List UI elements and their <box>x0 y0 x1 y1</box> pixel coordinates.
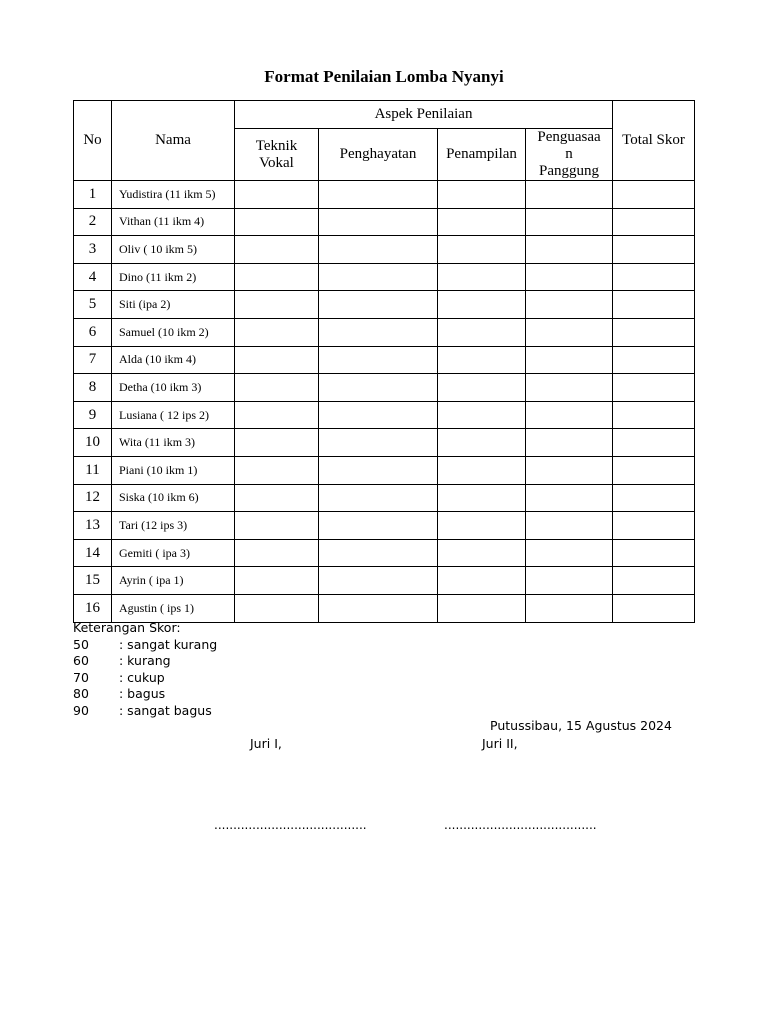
participant-name: Vithan (11 ikm 4) <box>112 208 235 236</box>
score-cell-penghayatan[interactable] <box>319 456 438 484</box>
legend-label: : sangat bagus <box>119 702 212 718</box>
legend-label: : sangat kurang <box>119 636 218 652</box>
participant-name: Piani (10 ikm 1) <box>112 456 235 484</box>
score-cell-penampilan[interactable] <box>438 236 526 264</box>
score-cell-penghayatan[interactable] <box>319 512 438 540</box>
header-penguasaan-panggung: Penguasaa n Panggung <box>526 129 613 181</box>
score-cell-penguasaan-panggung[interactable] <box>526 456 613 484</box>
score-cell-teknik-vokal[interactable] <box>235 181 319 209</box>
score-cell-penghayatan[interactable] <box>319 594 438 622</box>
score-cell-teknik-vokal[interactable] <box>235 401 319 429</box>
score-cell-teknik-vokal[interactable] <box>235 236 319 264</box>
score-cell-penguasaan-panggung[interactable] <box>526 208 613 236</box>
score-cell-penghayatan[interactable] <box>319 374 438 402</box>
row-number: 9 <box>74 401 112 429</box>
legend-score: 50 <box>73 636 89 652</box>
participant-name: Detha (10 ikm 3) <box>112 374 235 402</box>
participant-name: Samuel (10 ikm 2) <box>112 318 235 346</box>
table-row <box>74 263 695 291</box>
legend-heading: Keterangan Skor: <box>73 620 181 635</box>
score-cell-total-skor[interactable] <box>613 374 695 402</box>
score-cell-total-skor[interactable] <box>613 456 695 484</box>
row-number: 8 <box>74 374 112 402</box>
row-number: 6 <box>74 318 112 346</box>
score-legend <box>73 620 217 719</box>
score-cell-teknik-vokal[interactable] <box>235 539 319 567</box>
score-cell-penguasaan-panggung[interactable] <box>526 236 613 264</box>
score-cell-teknik-vokal[interactable] <box>235 318 319 346</box>
table-row <box>74 567 695 595</box>
score-cell-penampilan[interactable] <box>438 567 526 595</box>
score-cell-penampilan[interactable] <box>438 346 526 374</box>
legend-score: 90 <box>73 702 89 718</box>
row-number: 13 <box>74 512 112 540</box>
table-row <box>74 512 695 540</box>
header-nama: Nama <box>112 101 235 181</box>
table-row <box>74 484 695 512</box>
row-number: 15 <box>74 567 112 595</box>
score-cell-penghayatan[interactable] <box>319 567 438 595</box>
score-cell-total-skor[interactable] <box>613 346 695 374</box>
score-cell-penampilan[interactable] <box>438 594 526 622</box>
legend-item <box>73 637 217 654</box>
table-row <box>74 236 695 264</box>
score-cell-total-skor[interactable] <box>613 236 695 264</box>
participant-name: Yudistira (11 ikm 5) <box>112 181 235 209</box>
score-cell-penguasaan-panggung[interactable] <box>526 484 613 512</box>
score-cell-penghayatan[interactable] <box>319 484 438 512</box>
score-cell-total-skor[interactable] <box>613 401 695 429</box>
table-row <box>74 594 695 622</box>
judge-2-label: Juri II, <box>482 736 518 751</box>
score-cell-teknik-vokal[interactable] <box>235 594 319 622</box>
score-cell-teknik-vokal[interactable] <box>235 291 319 319</box>
header-aspek-penilaian: Aspek Penilaian <box>235 101 613 129</box>
score-cell-total-skor[interactable] <box>613 484 695 512</box>
legend-score: 60 <box>73 653 89 668</box>
score-cell-penguasaan-panggung[interactable] <box>526 346 613 374</box>
score-cell-total-skor[interactable] <box>613 263 695 291</box>
legend-item <box>73 653 217 670</box>
score-cell-penguasaan-panggung[interactable] <box>526 429 613 457</box>
score-cell-penampilan[interactable] <box>438 484 526 512</box>
row-number: 16 <box>74 594 112 622</box>
participant-name: Alda (10 ikm 4) <box>112 346 235 374</box>
place-date: Putussibau, 15 Agustus 2024 <box>490 718 672 733</box>
score-cell-teknik-vokal[interactable] <box>235 263 319 291</box>
score-cell-penguasaan-panggung[interactable] <box>526 594 613 622</box>
legend-label: : kurang <box>119 653 171 668</box>
table-row <box>74 374 695 402</box>
table-row <box>74 208 695 236</box>
score-cell-penguasaan-panggung[interactable] <box>526 291 613 319</box>
participant-name: Tari (12 ips 3) <box>112 512 235 540</box>
table-row <box>74 318 695 346</box>
score-cell-penguasaan-panggung[interactable] <box>526 567 613 595</box>
participant-name: Lusiana ( 12 ips 2) <box>112 401 235 429</box>
header-no: No <box>74 101 112 181</box>
table-row <box>74 291 695 319</box>
score-cell-penampilan[interactable] <box>438 318 526 346</box>
score-cell-penampilan[interactable] <box>438 429 526 457</box>
row-number: 11 <box>74 456 112 484</box>
legend-label: : bagus <box>119 686 166 701</box>
score-cell-penghayatan[interactable] <box>319 318 438 346</box>
judge-1-signature-line: ........................................ <box>214 818 367 832</box>
legend-item <box>73 670 217 687</box>
score-cell-penghayatan[interactable] <box>319 236 438 264</box>
score-cell-penampilan[interactable] <box>438 374 526 402</box>
score-cell-penghayatan[interactable] <box>319 429 438 457</box>
score-cell-penguasaan-panggung[interactable] <box>526 374 613 402</box>
table-row <box>74 456 695 484</box>
score-cell-penampilan[interactable] <box>438 456 526 484</box>
row-number: 3 <box>74 236 112 264</box>
legend-item <box>73 703 217 720</box>
row-number: 14 <box>74 539 112 567</box>
score-cell-penguasaan-panggung[interactable] <box>526 318 613 346</box>
score-cell-total-skor[interactable] <box>613 181 695 209</box>
score-cell-total-skor[interactable] <box>613 208 695 236</box>
row-number: 2 <box>74 208 112 236</box>
score-cell-penghayatan[interactable] <box>319 401 438 429</box>
participant-name: Gemiti ( ipa 3) <box>112 539 235 567</box>
legend-score: 70 <box>73 669 89 685</box>
score-cell-total-skor[interactable] <box>613 539 695 567</box>
score-cell-teknik-vokal[interactable] <box>235 456 319 484</box>
header-total-skor: Total Skor <box>613 101 695 181</box>
table-row <box>74 181 695 209</box>
score-cell-teknik-vokal[interactable] <box>235 567 319 595</box>
score-cell-penguasaan-panggung[interactable] <box>526 512 613 540</box>
score-cell-teknik-vokal[interactable] <box>235 346 319 374</box>
legend-score: 80 <box>73 686 89 701</box>
score-cell-penghayatan[interactable] <box>319 291 438 319</box>
score-cell-penguasaan-panggung[interactable] <box>526 181 613 209</box>
row-number: 7 <box>74 346 112 374</box>
score-cell-penguasaan-panggung[interactable] <box>526 401 613 429</box>
participant-name: Dino (11 ikm 2) <box>112 263 235 291</box>
table-row <box>74 539 695 567</box>
score-cell-teknik-vokal[interactable] <box>235 484 319 512</box>
score-cell-penghayatan[interactable] <box>319 263 438 291</box>
judge-1-label: Juri I, <box>250 736 282 751</box>
row-number: 10 <box>74 429 112 457</box>
participant-name: Oliv ( 10 ikm 5) <box>112 236 235 264</box>
legend-item <box>73 686 217 703</box>
score-cell-total-skor[interactable] <box>613 594 695 622</box>
row-number: 5 <box>74 291 112 319</box>
legend-label: : cukup <box>119 669 165 685</box>
score-cell-total-skor[interactable] <box>613 512 695 540</box>
row-number: 4 <box>74 263 112 291</box>
score-cell-penguasaan-panggung[interactable] <box>526 263 613 291</box>
row-number: 1 <box>74 181 112 209</box>
score-cell-penampilan[interactable] <box>438 208 526 236</box>
judge-2-signature-line: ........................................ <box>444 818 597 832</box>
table-row <box>74 346 695 374</box>
score-cell-penampilan[interactable] <box>438 539 526 567</box>
participant-name: Ayrin ( ipa 1) <box>112 567 235 595</box>
table-row <box>74 401 695 429</box>
score-cell-penghayatan[interactable] <box>319 346 438 374</box>
score-table <box>73 100 695 623</box>
score-cell-total-skor[interactable] <box>613 291 695 319</box>
header-teknik-vokal: Teknik Vokal <box>235 129 319 181</box>
row-number: 12 <box>74 484 112 512</box>
page-title: Format Penilaian Lomba Nyanyi <box>264 67 504 86</box>
score-cell-total-skor[interactable] <box>613 429 695 457</box>
score-cell-penampilan[interactable] <box>438 512 526 540</box>
participant-name: Agustin ( ips 1) <box>112 594 235 622</box>
score-cell-penguasaan-panggung[interactable] <box>526 539 613 567</box>
score-cell-penghayatan[interactable] <box>319 181 438 209</box>
header-penghayatan: Penghayatan <box>319 129 438 181</box>
score-cell-total-skor[interactable] <box>613 567 695 595</box>
score-cell-penghayatan[interactable] <box>319 208 438 236</box>
score-cell-teknik-vokal[interactable] <box>235 374 319 402</box>
participant-name: Siti (ipa 2) <box>112 291 235 319</box>
score-cell-penampilan[interactable] <box>438 401 526 429</box>
header-penampilan: Penampilan <box>438 129 526 181</box>
score-cell-penampilan[interactable] <box>438 263 526 291</box>
participant-name: Wita (11 ikm 3) <box>112 429 235 457</box>
table-row <box>74 429 695 457</box>
score-cell-total-skor[interactable] <box>613 318 695 346</box>
score-cell-penghayatan[interactable] <box>319 539 438 567</box>
score-cell-penampilan[interactable] <box>438 181 526 209</box>
score-cell-teknik-vokal[interactable] <box>235 429 319 457</box>
score-cell-teknik-vokal[interactable] <box>235 208 319 236</box>
participant-name: Siska (10 ikm 6) <box>112 484 235 512</box>
score-cell-teknik-vokal[interactable] <box>235 512 319 540</box>
score-cell-penampilan[interactable] <box>438 291 526 319</box>
